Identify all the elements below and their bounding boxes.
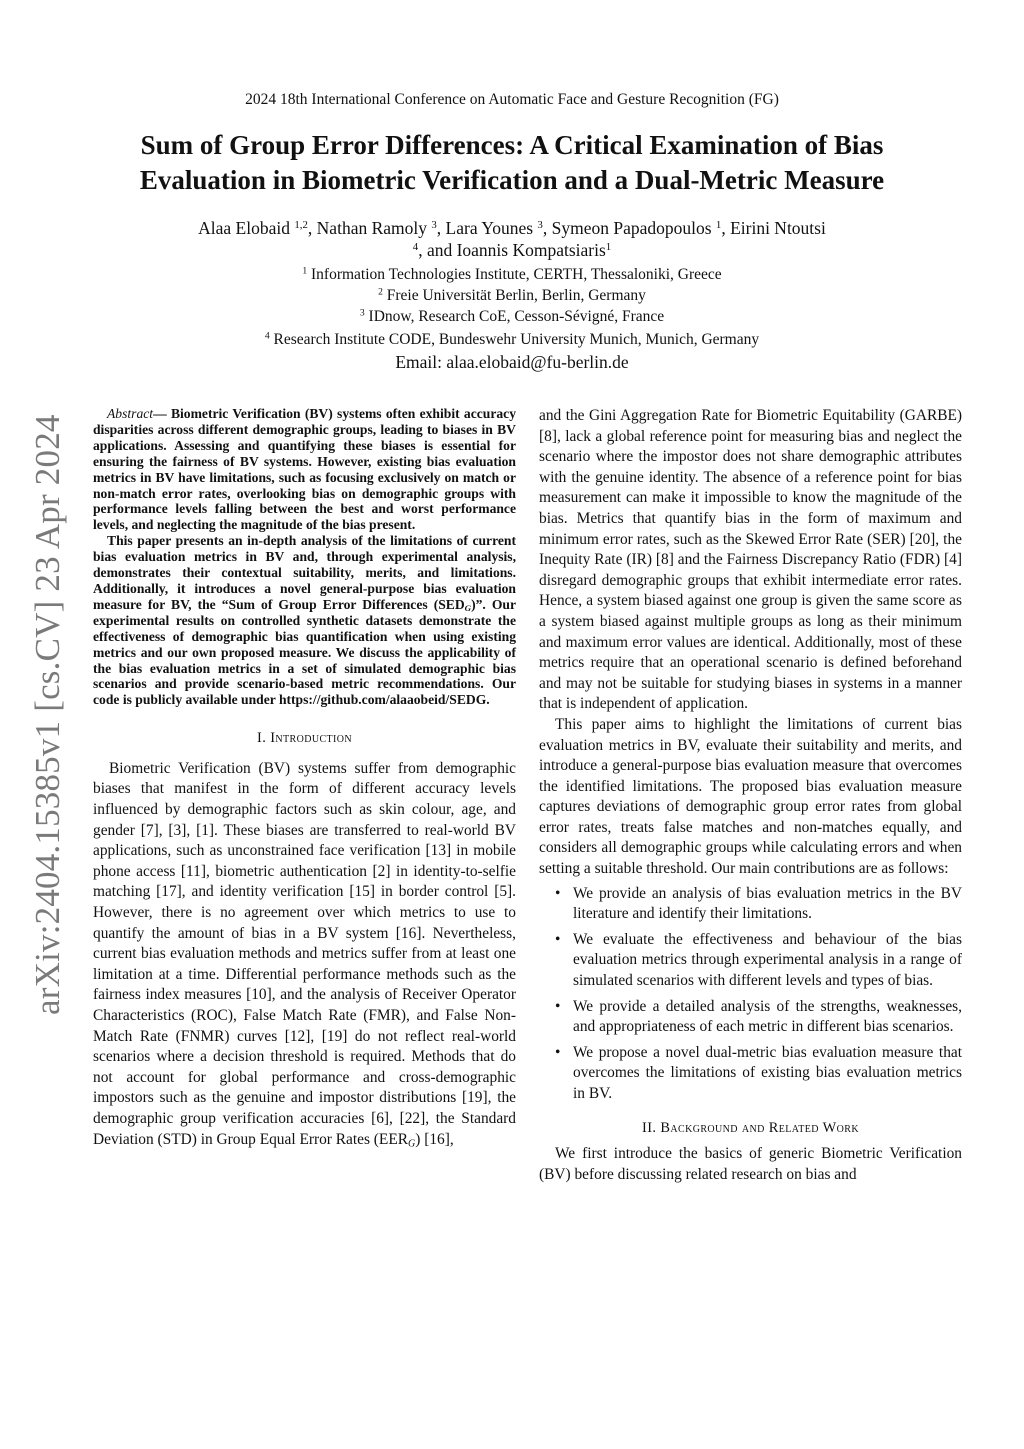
author-list [110, 217, 914, 261]
section-2-name: Background and Related Work [660, 1119, 859, 1136]
affiliation-4-text: Research Institute CODE, Bundeswehr University Munich, Munich, Germany [269, 331, 760, 348]
author-4-affil: 1 [715, 219, 722, 232]
author-6-affil: 1 [605, 241, 612, 254]
title-line-1: Sum of Group Error Differences: A Critical Examination of Bias [140, 130, 884, 160]
author-4: , Symeon Papadopoulos [542, 218, 716, 238]
left-column [93, 406, 516, 1150]
section-1-name: Introduction [270, 730, 352, 747]
affiliation-3 [0, 308, 1024, 326]
bullet-icon: • [555, 1043, 561, 1061]
author-3-affil: 3 [537, 219, 543, 232]
author-6: , and Ioannis Kompatsiaris [418, 240, 606, 260]
conference-header: 2024 18th International Conference on Automatic Face and Gesture Recognition (FG) [245, 91, 779, 108]
right-column [539, 406, 962, 1185]
paper-title [60, 128, 964, 198]
abstract-text-2a: This paper presents an in-depth analysis of the limitations of current bias evaluation metrics in BV and, through experimental analysis, demonstrates their contextual suitability, merits, and limitations. Additionally, it introduces a novel general-purpose bias evaluation measure for BV, the “Sum of Group Error Differences (SED [93, 533, 516, 612]
intro-text-1a: Biometric Verification (BV) systems suffer from demographic biases that manifest in the form of different accuracy levels influenced by demographic factors such as skin colour, age, and gender [7], [3], [1]. These biases are transferred to real-world BV applications, such as unconstrained face verification [13] in mobile phone access [11], biometric authentication [2] in identity-to-selfie matching [17], and identity verification [15] in border control [5]. However, there is no agreement over which metrics to use to quantify the amount of bias in a BV system [16]. Nevertheless, current bias evaluation methods and metrics suffer from at least one limitation at a time. Differential performance methods such as the fairness index measures [10], and the analysis of Receiver Operator Characteristics (ROC), False Match Rate (FMR), and False Non-Match Rate (FNMR) curves [12], [19] do not reflect real-world scenarios where a decision threshold is required. Methods that do not account for global performance and cross-demographic impostors such as the genuine and impostor distributions [19], the demographic group verification accuracies [6], [22], the Standard Deviation (STD) in Group Equal Error Rates (EER [93, 759, 516, 1148]
section-heading-background [539, 1118, 962, 1139]
affiliation-4 [0, 331, 1024, 349]
affiliation-4-num: 4 [264, 330, 270, 342]
section-heading-introduction [93, 728, 516, 749]
author-5-affil: 4 [412, 241, 419, 254]
affiliation-1-text: Information Technologies Institute, CERTH, Thessaloniki, Greece [307, 266, 722, 283]
intro-subscript: G [408, 1138, 416, 1149]
author-2: , Nathan Ramoly [307, 218, 432, 238]
contribution-1: We provide an analysis of bias evaluation metrics in the BV literature and identify their limitations. [573, 884, 962, 923]
section-2-number: II. [642, 1119, 661, 1136]
arxiv-identifier-stamp: arXiv:2404.15385v1 [cs.CV] 23 Apr 2024 [28, 414, 67, 1015]
bullet-icon: • [555, 930, 561, 948]
intro-paragraph-2: This paper aims to highlight the limitations of current bias evaluation metrics in BV, evaluate their suitability and merits, and introduce a general-purpose bias evaluation measure that overcomes the identified limitations. The proposed bias evaluation measure captures deviations of demographic group error rates from global error rates, treats false matches and non-matches equally, and considers all demographic groups while calculating errors and when setting a suitable threshold. Our main contributions are as follows: [539, 715, 962, 878]
contributions-list [539, 884, 962, 1105]
contribution-2: We evaluate the effectiveness and behaviour of the bias evaluation metrics through experimental analysis in a range of simulated scenarios with different levels and types of bias. [573, 930, 962, 990]
abstract-paragraph-1 [93, 406, 516, 533]
author-2-affil: 3 [431, 219, 437, 232]
affiliation-2-num: 2 [378, 286, 383, 298]
list-item [555, 930, 962, 992]
bullet-icon: • [555, 997, 561, 1015]
affiliation-3-text: IDnow, Research CoE, Cesson-Sévigné, France [364, 308, 665, 325]
author-1-affil: 1,2 [294, 219, 308, 232]
contact-email: Email: alaa.elobaid@fu-berlin.de [395, 352, 629, 372]
list-item [555, 1043, 962, 1105]
abstract-text-2b: )”. Our experimental results on controlled synthetic datasets demonstrate the effectiveness of demographic bias quantification when using existing metrics and our own proposed measure. We discuss the applicability of the bias evaluation metrics in a set of simulated demographic bias scenarios and provide scenario-based metric recommendations. Our code is publicly available under https://github.com/alaaobeid/SEDG. [93, 596, 516, 708]
intro-text-1b: ) [16], [415, 1130, 454, 1148]
affiliation-2 [0, 287, 1024, 305]
contribution-3: We provide a detailed analysis of the strengths, weaknesses, and appropriateness of each metric in different bias scenarios. [573, 997, 962, 1036]
contribution-4: We propose a novel dual-metric bias evaluation measure that overcomes the limitations of existing bias evaluation metrics in BV. [573, 1043, 962, 1102]
title-line-2: Evaluation in Biometric Verification and a Dual-Metric Measure [139, 165, 885, 195]
affiliation-1-num: 1 [302, 265, 308, 277]
affiliation-1 [0, 266, 1024, 284]
list-item [555, 997, 962, 1038]
intro-paragraph-continued: and the Gini Aggregation Rate for Biometric Equitability (GARBE) [8], lack a global reference point for measuring bias and neglect the scenario where the impostor does not share demographic attributes with the genuine identity. The absence of a reference point for bias measurement can make it impossible to know the magnitude of the bias. Metrics that quantify bias in the form of maximum and minimum error rates, such as the Skewed Error Rate (SER) [20], the Inequity Rate (IR) [8] and the Fairness Discrepancy Ratio (FDR) [4] disregard demographic groups that exhibit intermediate error rates. Hence, a system biased against one group is given the same score as a system biased against multiple groups as long as their minimum and maximum error values are identical. Additionally, most of these metrics require that an operational scenario is defined beforehand and may not be suitable for studying biases in systems in a manner that is independent of application. [539, 407, 962, 713]
author-1: Alaa Elobaid [198, 218, 295, 238]
abstract-paragraph-2 [93, 533, 516, 708]
list-item [555, 884, 962, 925]
affiliation-2-text: Freie Universität Berlin, Berlin, Germany [382, 287, 646, 304]
affiliation-3-num: 3 [359, 307, 365, 319]
author-5: , Eirini Ntoutsi [721, 218, 826, 238]
abstract-label: Abstract [107, 406, 154, 421]
abstract-subscript: G [464, 603, 472, 614]
author-3: , Lara Younes [436, 218, 538, 238]
intro-paragraph-1 [93, 759, 516, 1150]
background-paragraph-1: We first introduce the basics of generic Biometric Verification (BV) before discussing related research on bias and [539, 1145, 962, 1183]
section-1-number: I. [257, 730, 271, 747]
bullet-icon: • [555, 884, 561, 902]
abstract-text-1: — Biometric Verification (BV) systems often exhibit accuracy disparities across different demographic groups, leading to biases in BV applications. Assessing and quantifying these biases is essential for ensuring the fairness of BV systems. However, existing bias evaluation metrics in BV have limitations, such as focusing exclusively on match or non-match error rates, overlooking bias on demographic groups with performance levels falling between the best and worst performance levels, and neglecting the magnitude of the bias present. [93, 406, 516, 533]
